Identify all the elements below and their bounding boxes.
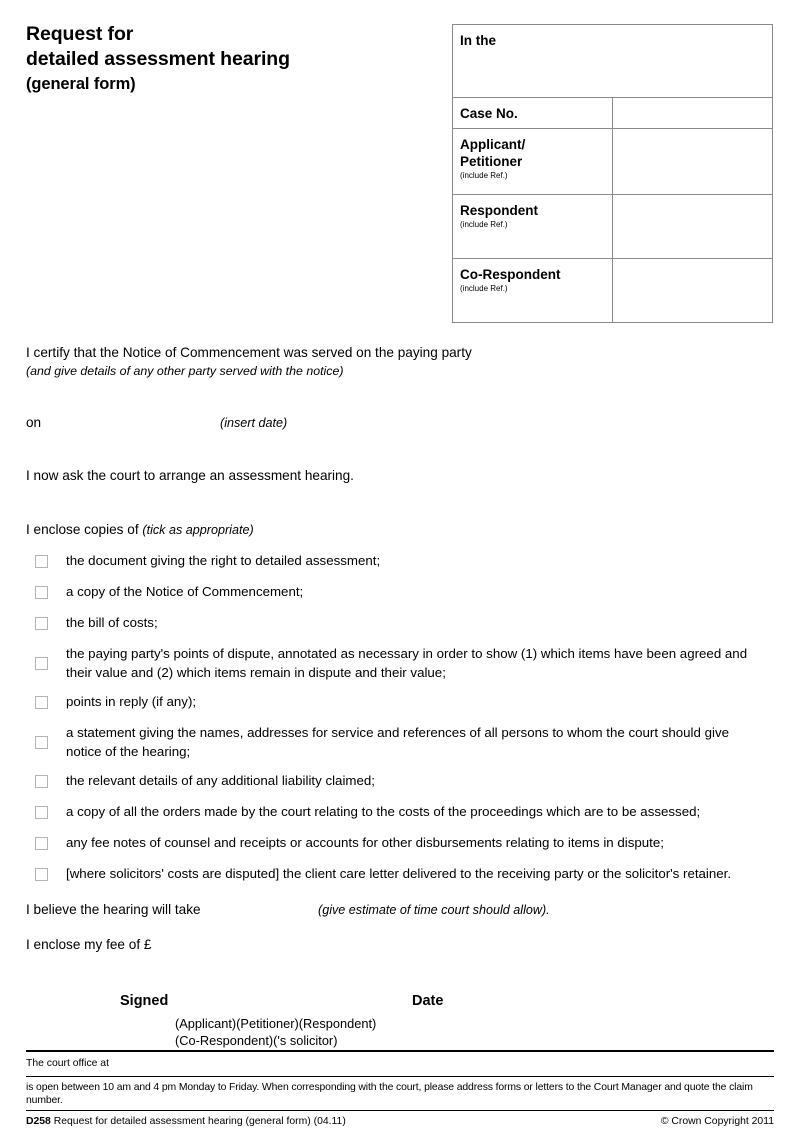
co-respondent-include-ref-note: (include Ref.): [460, 284, 508, 293]
date-label[interactable]: Date: [412, 993, 444, 1009]
title-line-3: (general form): [26, 75, 136, 93]
checklist-label: a copy of the Notice of Commencement;: [66, 584, 304, 599]
checkbox-icon[interactable]: [35, 775, 48, 788]
checklist-label: the paying party's points of dispute, annotated as necessary in order to show (1) which items have been agreed and their value and (2) which items remain in dispute and their value;: [66, 646, 748, 680]
certification-line-2: (and give details of any other party served with the notice): [26, 364, 344, 378]
fee-row: I enclose my fee of £: [26, 937, 152, 952]
signed-label[interactable]: Signed: [120, 993, 169, 1009]
checklist-label: points in reply (if any);: [66, 694, 197, 709]
checklist-label: the bill of costs;: [66, 615, 158, 630]
checkbox-icon[interactable]: [35, 657, 48, 670]
checklist-label: [where solicitors' costs are disputed] the client care letter delivered to the receiving party or the solicitor's retainer.: [66, 866, 732, 881]
list-item[interactable]: [26, 724, 774, 761]
enclosures-checklist: [26, 552, 774, 896]
checkbox-icon[interactable]: [35, 868, 48, 881]
list-item[interactable]: [26, 865, 774, 884]
footer-bottom-row: [26, 1111, 774, 1128]
signature-capacity: [175, 1015, 376, 1049]
in-the-label: In the: [460, 33, 496, 48]
insert-date-hint: (insert date): [220, 416, 288, 430]
list-item[interactable]: [26, 693, 774, 712]
checkbox-icon[interactable]: [35, 617, 48, 630]
co-respondent-label: Co-Respondent: [460, 267, 561, 282]
list-item[interactable]: [26, 803, 774, 822]
list-item[interactable]: [26, 583, 774, 602]
co-respondent-value-cell[interactable]: [613, 259, 773, 323]
applicant-include-ref-note: (include Ref.): [460, 171, 508, 180]
hearing-request-statement: I now ask the court to arrange an assessment hearing.: [26, 468, 354, 483]
applicant-value-cell[interactable]: [613, 129, 773, 195]
respondent-include-ref-note: (include Ref.): [460, 220, 508, 229]
applicant-label-cell: [453, 129, 613, 195]
checkbox-icon[interactable]: [35, 736, 48, 749]
respondent-value-cell[interactable]: [613, 195, 773, 259]
table-row-in-the: [453, 25, 773, 98]
court-office-line: The court office at: [26, 1058, 109, 1069]
hearing-estimate-text: I believe the hearing will take: [26, 902, 201, 917]
case-no-label: Case No.: [460, 106, 518, 121]
applicant-label-line-2: Petitioner: [460, 154, 523, 169]
list-item[interactable]: [26, 614, 774, 633]
case-details-table: [452, 24, 773, 323]
case-no-value-cell[interactable]: [613, 98, 773, 129]
hearing-estimate-hint: (give estimate of time court should allow).: [318, 903, 550, 917]
title-line-2: detailed assessment hearing: [26, 48, 290, 70]
title-line-1: Request for: [26, 23, 134, 45]
list-item[interactable]: [26, 772, 774, 791]
checklist-label: a copy of all the orders made by the court relating to the costs of the proceedings which are to be assessed;: [66, 804, 701, 819]
checkbox-icon[interactable]: [35, 837, 48, 850]
respondent-label-cell: [453, 195, 613, 259]
opening-hours-line: is open between 10 am and 4 pm Monday to Friday. When corresponding with the court, please address forms or letters to the Court Manager and quote the claim number.: [26, 1082, 753, 1106]
footer: [26, 1050, 774, 1128]
checklist-label: the document giving the right to detailed assessment;: [66, 553, 381, 568]
applicant-label-line-1: Applicant/: [460, 137, 526, 152]
form-description: Request for detailed assessment hearing (general form) (04.11): [53, 1116, 346, 1127]
table-row-applicant: [453, 129, 773, 195]
checklist-label: any fee notes of counsel and receipts or accounts for other disbursements relating to items in dispute;: [66, 835, 664, 850]
list-item[interactable]: [26, 645, 774, 682]
copyright-notice: © Crown Copyright 2011: [660, 1116, 774, 1127]
list-item[interactable]: [26, 834, 774, 853]
signature-capacity-line-1: (Applicant)(Petitioner)(Respondent): [175, 1016, 377, 1031]
service-date-row: [26, 414, 626, 432]
respondent-label: Respondent: [460, 203, 539, 218]
table-row-case-no: [453, 98, 773, 129]
list-item[interactable]: [26, 552, 774, 571]
table-row-respondent: [453, 195, 773, 259]
form-code: D258: [26, 1116, 51, 1127]
case-no-label-cell: [453, 98, 613, 129]
page-title: [26, 22, 426, 96]
form-reference: [26, 1115, 346, 1128]
checkbox-icon[interactable]: [35, 696, 48, 709]
table-row-co-respondent: [453, 259, 773, 323]
certification-line-1: I certify that the Notice of Commencement was served on the paying party: [26, 345, 472, 360]
checkbox-icon[interactable]: [35, 586, 48, 599]
on-label: on: [26, 415, 42, 430]
enclose-heading-hint: (tick as appropriate): [142, 523, 254, 537]
co-respondent-label-cell: [453, 259, 613, 323]
in-the-cell[interactable]: [453, 25, 773, 98]
enclose-heading-text: I enclose copies of: [26, 522, 143, 537]
hearing-estimate-row: [26, 901, 726, 919]
checkbox-icon[interactable]: [35, 555, 48, 568]
checklist-label: a statement giving the names, addresses for service and references of all persons to whom the court should give notice of the hearing;: [66, 725, 729, 759]
certification-statement: [26, 344, 646, 380]
checkbox-icon[interactable]: [35, 806, 48, 819]
checklist-label: the relevant details of any additional liability claimed;: [66, 773, 375, 788]
enclose-heading: [26, 521, 254, 539]
signature-capacity-line-2: (Co-Respondent)('s solicitor): [175, 1033, 338, 1048]
